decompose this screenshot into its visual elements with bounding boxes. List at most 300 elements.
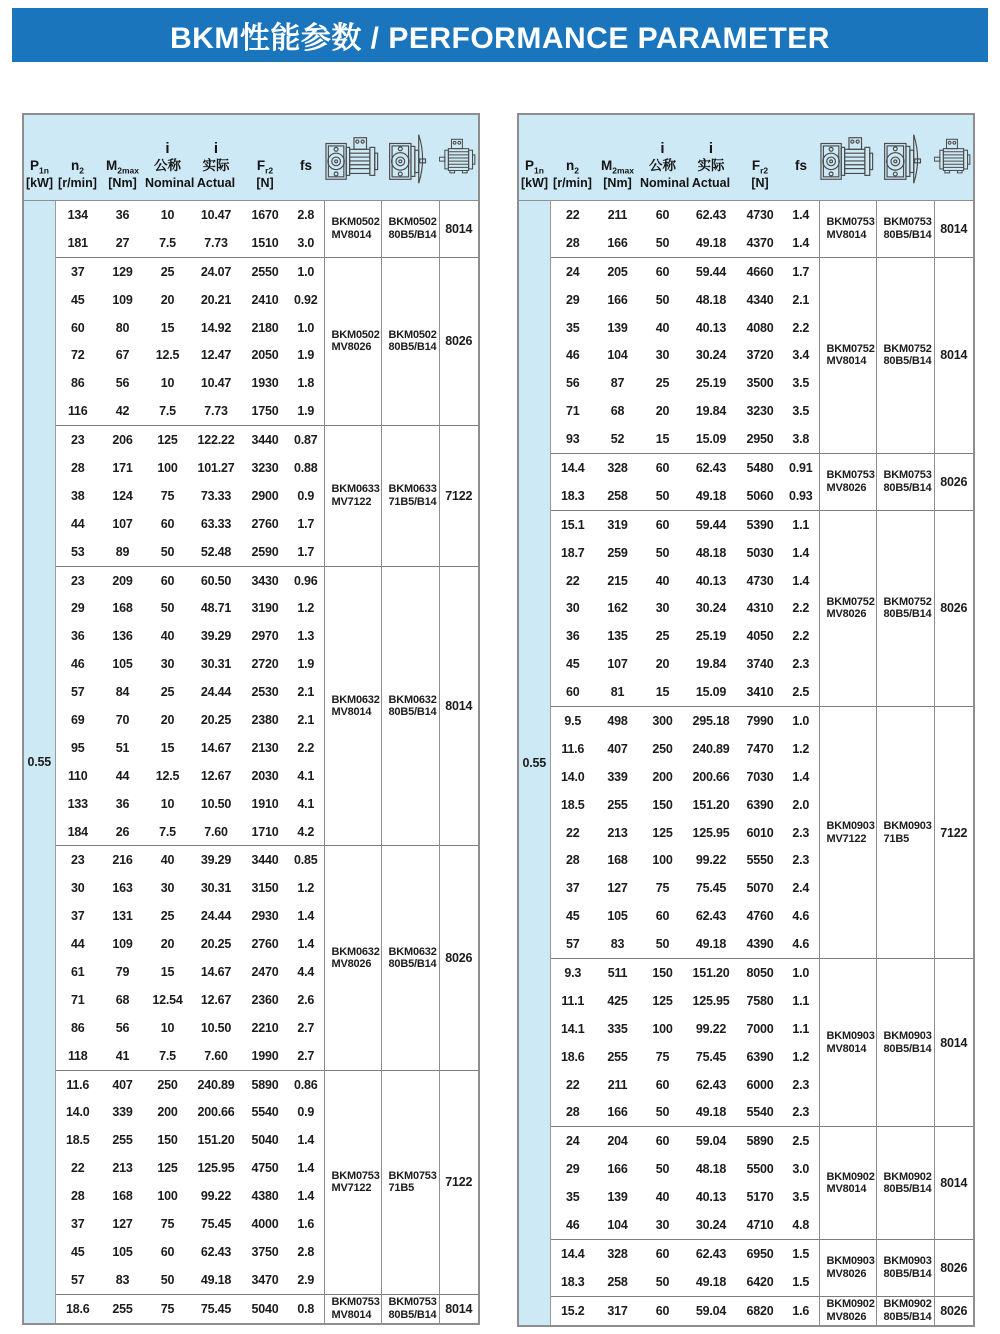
value-cell: 2760 <box>251 516 279 531</box>
value-cell: 48.18 <box>695 545 727 560</box>
value-cell: 255 <box>112 1133 133 1148</box>
value-cell: 60 <box>640 1127 685 1155</box>
value-cell: 26 <box>115 824 130 839</box>
value-cell: 150 <box>640 959 685 987</box>
value-cell: 104 <box>607 1218 628 1232</box>
value-cell: 39.29 <box>200 629 232 644</box>
value-cell: 240.89 <box>190 1070 242 1098</box>
value-cell: 209 <box>100 566 145 594</box>
value-cell: 4.6 <box>792 937 810 952</box>
value-cell: 50 <box>655 937 670 952</box>
value-cell: 80 <box>115 320 130 335</box>
value-cell: 57 <box>70 1272 85 1287</box>
value-cell: 151.20 <box>692 797 730 812</box>
header-unit: [Nm] <box>603 176 632 190</box>
value-cell: 49.18 <box>695 1105 727 1120</box>
value-cell: 4.4 <box>297 964 315 979</box>
motor-code-cell: 8026 <box>934 510 973 706</box>
value-cell: 18.3 <box>560 1274 585 1289</box>
value-cell: 162 <box>607 601 628 616</box>
motor-code-cell: 8014 <box>934 959 973 1127</box>
value-cell: 0.92 <box>293 292 318 307</box>
value-cell: 2.3 <box>792 853 810 868</box>
model-cell <box>324 201 381 257</box>
model-label: BKM0903 MV7122 <box>826 820 875 845</box>
value-cell: 46 <box>565 348 580 363</box>
value-cell: 4660 <box>737 257 783 285</box>
performance-table-left <box>22 113 480 1325</box>
value-cell: 95 <box>70 740 85 755</box>
value-cell: 60 <box>640 1239 685 1267</box>
model-cell <box>876 959 934 1127</box>
motor-code-cell: 7122 <box>439 1070 478 1294</box>
value-cell: 67 <box>115 348 130 363</box>
value-cell: 35 <box>565 1190 580 1205</box>
value-cell: 62.43 <box>200 1244 232 1259</box>
value-cell: 10.47 <box>200 376 232 391</box>
value-cell: 44 <box>115 768 130 783</box>
value-cell: 75.45 <box>695 881 727 896</box>
value-cell: 30 <box>70 881 85 896</box>
value-cell: 4710 <box>746 1218 774 1232</box>
value-cell: 255 <box>100 1294 145 1322</box>
value-cell: 7.5 <box>159 1048 176 1063</box>
header-col-6 <box>783 157 819 200</box>
value-cell: 14.92 <box>200 320 232 335</box>
value-cell: 2.0 <box>792 797 810 812</box>
value-cell: 134 <box>67 207 88 222</box>
header-symbol: $n_2$ <box>566 158 579 176</box>
value-cell: 1.9 <box>297 404 315 419</box>
value-cell: 5060 <box>746 488 774 503</box>
value-cell: 37 <box>70 1217 85 1231</box>
motor-code-cell: 8014 <box>439 201 478 257</box>
value-cell: 20 <box>160 937 175 952</box>
value-cell: 328 <box>595 1239 640 1267</box>
value-cell: 50 <box>655 292 670 307</box>
value-cell: 10 <box>160 796 175 811</box>
value-cell: 2.7 <box>297 1048 315 1063</box>
value-cell: 7000 <box>746 1021 774 1036</box>
value-cell: 30 <box>655 1218 670 1232</box>
value-cell: 100 <box>652 853 673 868</box>
model-label: BKM0753 MV8014 <box>826 216 875 241</box>
table-row <box>519 454 973 482</box>
value-cell: 61 <box>70 964 85 979</box>
value-cell: 11.1 <box>561 993 585 1008</box>
value-cell: 1.4 <box>297 937 315 952</box>
value-cell: 60 <box>640 257 685 285</box>
header-unit: Nominal <box>640 176 690 190</box>
table-row <box>24 1294 478 1322</box>
value-cell: 319 <box>595 510 640 538</box>
value-cell: 19.84 <box>695 404 727 419</box>
motor-code-cell: 7122 <box>439 426 478 566</box>
value-cell: 30.31 <box>200 657 232 672</box>
value-cell: 2380 <box>251 712 279 727</box>
motor-code-cell: 8014 <box>934 201 973 257</box>
value-cell: 62.43 <box>695 207 727 222</box>
value-cell: 40.13 <box>695 320 727 335</box>
value-cell: 2530 <box>251 685 279 700</box>
value-cell: 59.44 <box>685 257 737 285</box>
value-cell: 7580 <box>746 993 774 1008</box>
value-cell: 50 <box>655 545 670 560</box>
model-cell <box>876 201 934 257</box>
value-cell: 3740 <box>746 657 774 672</box>
value-cell: 86 <box>70 376 85 391</box>
value-cell: 2.5 <box>783 1127 819 1155</box>
value-cell: 86 <box>70 1020 85 1035</box>
value-cell: 50 <box>160 601 175 616</box>
value-cell: 200.66 <box>197 1105 235 1120</box>
model-cell <box>819 707 876 959</box>
value-cell: 2470 <box>251 964 279 979</box>
model-label: BKM0753 80B5/B14 <box>388 1296 437 1321</box>
value-cell: 5030 <box>746 545 774 560</box>
value-cell: 24.44 <box>200 909 232 924</box>
value-cell: 27 <box>115 235 130 250</box>
model-label: BKM0903 71B5 <box>883 820 932 845</box>
performance-table-right <box>517 113 975 1327</box>
header-symbol: 公称 <box>154 158 181 173</box>
value-cell: 250 <box>145 1070 190 1098</box>
value-cell: 15 <box>655 685 670 700</box>
value-cell: 1.5 <box>792 1274 810 1289</box>
value-cell: 2.3 <box>792 1105 810 1120</box>
value-cell: 2970 <box>251 629 279 644</box>
value-cell: 28 <box>565 235 580 250</box>
value-cell: 7.5 <box>159 404 176 419</box>
value-cell: 184 <box>67 824 88 839</box>
value-cell: 2900 <box>251 488 279 503</box>
value-cell: 7.60 <box>204 1048 228 1063</box>
header-col-6 <box>288 157 324 200</box>
value-cell: 2720 <box>251 657 279 672</box>
value-cell: 2030 <box>251 768 279 783</box>
header-col-2 <box>100 157 145 200</box>
table-row <box>519 201 973 229</box>
header-unit: [Nm] <box>108 176 137 190</box>
value-cell: 10.50 <box>200 796 232 811</box>
value-cell: 300 <box>640 707 685 735</box>
model-label: BKM0502 MV8026 <box>331 328 380 354</box>
value-cell: 48.71 <box>200 601 232 616</box>
value-cell: 62.43 <box>695 909 727 924</box>
table-row <box>519 1296 973 1324</box>
model-cell <box>819 1296 876 1324</box>
header-unit: [r/min] <box>553 176 592 190</box>
motor-icon <box>439 115 478 200</box>
value-cell: 5480 <box>737 454 783 482</box>
value-cell: 250 <box>652 741 673 756</box>
value-cell: 0.91 <box>783 454 819 482</box>
value-cell: 71 <box>70 992 85 1007</box>
model-label: BKM0632 MV8026 <box>331 945 380 971</box>
value-cell: 2.2 <box>792 601 810 616</box>
value-cell: 7470 <box>746 741 774 756</box>
value-cell: 62.43 <box>685 454 737 482</box>
value-cell: 37 <box>70 909 85 924</box>
model-cell <box>324 566 381 846</box>
table-row <box>24 1070 478 1098</box>
value-cell: 83 <box>610 937 625 952</box>
value-cell: 2.5 <box>792 685 810 700</box>
value-cell: 1710 <box>251 824 279 839</box>
motor-code-cell: 8026 <box>439 846 478 1070</box>
value-cell: 5500 <box>746 1162 774 1177</box>
value-cell: 15 <box>160 964 175 979</box>
value-cell: 60 <box>640 510 685 538</box>
value-cell: 4080 <box>746 320 774 335</box>
value-cell: 3.8 <box>792 432 810 447</box>
value-cell: 68 <box>115 992 130 1007</box>
value-cell: 6820 <box>737 1296 783 1324</box>
header-ratio-symbol: i <box>165 140 170 157</box>
value-cell: 258 <box>607 1274 628 1289</box>
value-cell: 10.50 <box>200 1020 232 1035</box>
model-cell <box>876 707 934 959</box>
value-cell: 171 <box>112 460 133 475</box>
value-cell: 4730 <box>746 573 774 588</box>
value-cell: 15 <box>160 320 175 335</box>
table-row <box>24 201 478 229</box>
value-cell: 40.13 <box>695 573 727 588</box>
value-cell: 127 <box>112 1217 133 1231</box>
value-cell: 133 <box>67 796 88 811</box>
value-cell: 30 <box>160 657 175 672</box>
value-cell: 30.31 <box>200 881 232 896</box>
value-cell: 204 <box>595 1127 640 1155</box>
model-cell <box>324 257 381 425</box>
value-cell: 1.1 <box>792 993 810 1008</box>
value-cell: 1670 <box>251 207 279 222</box>
value-cell: 4.1 <box>297 796 315 811</box>
value-cell: 407 <box>607 741 628 756</box>
value-cell: 1.4 <box>297 1161 315 1176</box>
motor-code-cell: 7122 <box>934 707 973 959</box>
value-cell: 0.93 <box>788 488 813 503</box>
motor-code-cell: 8026 <box>934 454 973 511</box>
value-cell: 11.6 <box>561 741 585 756</box>
model-cell <box>819 959 876 1127</box>
value-cell: 2590 <box>251 544 279 559</box>
value-cell: 1930 <box>251 376 279 391</box>
header-symbol: $P_{1n}$ <box>525 158 544 176</box>
value-cell: 20.21 <box>200 292 232 307</box>
header-unit <box>783 175 819 191</box>
value-cell: 12.54 <box>152 992 183 1007</box>
value-cell: 50 <box>160 544 175 559</box>
motor-code-cell: 8014 <box>439 1294 478 1322</box>
value-cell: 125.95 <box>692 825 730 840</box>
value-cell: 2.1 <box>297 685 315 700</box>
value-cell: 511 <box>595 959 640 987</box>
value-cell: 40 <box>655 320 670 335</box>
value-cell: 23 <box>55 846 100 874</box>
value-cell: 407 <box>100 1070 145 1098</box>
value-cell: 36 <box>565 629 580 644</box>
value-cell: 70 <box>115 712 130 727</box>
value-cell: 0.8 <box>288 1294 324 1322</box>
value-cell: 2210 <box>251 1020 279 1035</box>
value-cell: 60 <box>565 685 580 700</box>
motor-code-cell: 8014 <box>934 257 973 453</box>
value-cell: 7.73 <box>204 235 228 250</box>
header-col-0 <box>24 157 55 200</box>
value-cell: 7030 <box>746 769 774 784</box>
value-cell: 1.1 <box>783 510 819 538</box>
value-cell: 44 <box>70 937 85 952</box>
value-cell: 69 <box>70 712 85 727</box>
value-cell: 1.7 <box>297 544 315 559</box>
value-cell: 9.5 <box>550 707 595 735</box>
value-cell: 100 <box>652 1021 673 1036</box>
value-cell: 3440 <box>242 426 288 454</box>
value-cell: 25 <box>655 629 670 644</box>
value-cell: 87 <box>610 376 625 391</box>
value-cell: 24.44 <box>200 685 232 700</box>
value-cell: 2.2 <box>297 740 315 755</box>
value-cell: 14.4 <box>550 454 595 482</box>
value-cell: 44 <box>70 516 85 531</box>
value-cell: 71 <box>565 404 580 419</box>
value-cell: 3230 <box>746 404 774 419</box>
table-header <box>519 115 973 201</box>
value-cell: 4760 <box>746 909 774 924</box>
value-cell: 52 <box>610 432 625 447</box>
value-cell: 339 <box>112 1105 133 1120</box>
value-cell: 131 <box>112 909 133 924</box>
header-unit: [kW] <box>520 176 549 190</box>
value-cell: 0.86 <box>288 1070 324 1098</box>
value-cell: 3430 <box>242 566 288 594</box>
value-cell: 10 <box>160 207 175 222</box>
header-ratio-symbol: i <box>213 140 219 157</box>
model-cell <box>819 201 876 257</box>
value-cell: 15.09 <box>695 685 727 700</box>
value-cell: 45 <box>70 292 85 307</box>
value-cell: 1.5 <box>783 1239 819 1267</box>
value-cell: 1.7 <box>297 516 315 531</box>
performance-table-body <box>519 201 973 1325</box>
value-cell: 59.44 <box>685 510 737 538</box>
value-cell: 89 <box>115 544 130 559</box>
value-cell: 14.1 <box>560 1021 585 1036</box>
value-cell: 1.4 <box>792 573 810 588</box>
value-cell: 57 <box>70 685 85 700</box>
model-cell <box>876 1296 934 1324</box>
value-cell: 60 <box>640 454 685 482</box>
value-cell: 0.87 <box>288 426 324 454</box>
value-cell: 8050 <box>737 959 783 987</box>
value-cell: 6000 <box>746 1077 774 1092</box>
value-cell: 3720 <box>746 348 774 363</box>
value-cell: 100 <box>157 1189 178 1204</box>
value-cell: 166 <box>607 1162 628 1177</box>
model-label: BKM0902 80B5/B14 <box>883 1298 932 1323</box>
value-cell: 3750 <box>251 1244 279 1259</box>
value-cell: 3.5 <box>792 376 810 391</box>
value-cell: 1.6 <box>297 1217 315 1231</box>
header-symbol: $F_{r2}$ <box>751 158 769 176</box>
value-cell: 49.18 <box>695 488 727 503</box>
value-cell: 49.18 <box>695 937 727 952</box>
value-cell: 7.60 <box>204 824 228 839</box>
value-cell: 3150 <box>251 881 279 896</box>
value-cell: 19.84 <box>695 657 727 672</box>
header-symbol: $F_{r2}$ <box>256 158 274 176</box>
value-cell: 116 <box>67 404 88 419</box>
value-cell: 45 <box>565 909 580 924</box>
model-cell <box>876 1239 934 1296</box>
value-cell: 99.22 <box>695 1021 727 1036</box>
model-label: BKM0633 71B5/B14 <box>388 483 437 508</box>
value-cell: 205 <box>595 257 640 285</box>
value-cell: 110 <box>67 768 88 783</box>
value-cell: 1.0 <box>297 320 315 335</box>
model-cell <box>876 510 934 706</box>
value-cell: 200 <box>157 1105 178 1120</box>
model-label: BKM0903 MV8014 <box>826 1030 875 1055</box>
value-cell: 125 <box>145 426 190 454</box>
value-cell: 1.2 <box>792 741 810 756</box>
value-cell: 36 <box>115 796 130 811</box>
value-cell: 166 <box>607 235 628 250</box>
value-cell: 2.1 <box>792 292 810 307</box>
value-cell: 29 <box>565 292 580 307</box>
value-cell: 3500 <box>746 376 774 391</box>
value-cell: 36 <box>115 207 130 222</box>
value-cell: 151.20 <box>685 959 737 987</box>
value-cell: 75.45 <box>695 1049 727 1064</box>
value-cell: 124 <box>112 488 133 503</box>
value-cell: 1.0 <box>783 959 819 987</box>
value-cell: 0.9 <box>297 1105 315 1120</box>
value-cell: 211 <box>607 207 628 222</box>
value-cell: 213 <box>112 1161 133 1176</box>
model-cell <box>381 1294 439 1322</box>
value-cell: 18.6 <box>560 1049 585 1064</box>
value-cell: 22 <box>565 825 580 840</box>
value-cell: 1910 <box>251 796 279 811</box>
header-ratio-symbol: i <box>708 140 714 157</box>
value-cell: 425 <box>607 993 628 1008</box>
motor-code-cell: 8026 <box>934 1296 973 1324</box>
value-cell: 4050 <box>746 629 774 644</box>
header-col-2 <box>595 157 640 200</box>
value-cell: 15.1 <box>550 510 595 538</box>
value-cell: 139 <box>607 320 628 335</box>
value-cell: 1.8 <box>297 376 315 391</box>
model-cell <box>819 257 876 453</box>
value-cell: 40 <box>145 846 190 874</box>
value-cell: 2180 <box>251 320 279 335</box>
value-cell: 22 <box>565 1077 580 1092</box>
value-cell: 259 <box>607 545 628 560</box>
table-row <box>519 1239 973 1267</box>
header-col-4 <box>190 140 242 200</box>
value-cell: 20 <box>160 712 175 727</box>
value-cell: 105 <box>112 657 133 672</box>
model-cell <box>819 1127 876 1240</box>
value-cell: 83 <box>115 1272 130 1287</box>
value-cell: 3.5 <box>792 404 810 419</box>
value-cell: 0.85 <box>288 846 324 874</box>
value-cell: 20.25 <box>200 937 232 952</box>
value-cell: 206 <box>100 426 145 454</box>
value-cell: 151.20 <box>197 1133 235 1148</box>
